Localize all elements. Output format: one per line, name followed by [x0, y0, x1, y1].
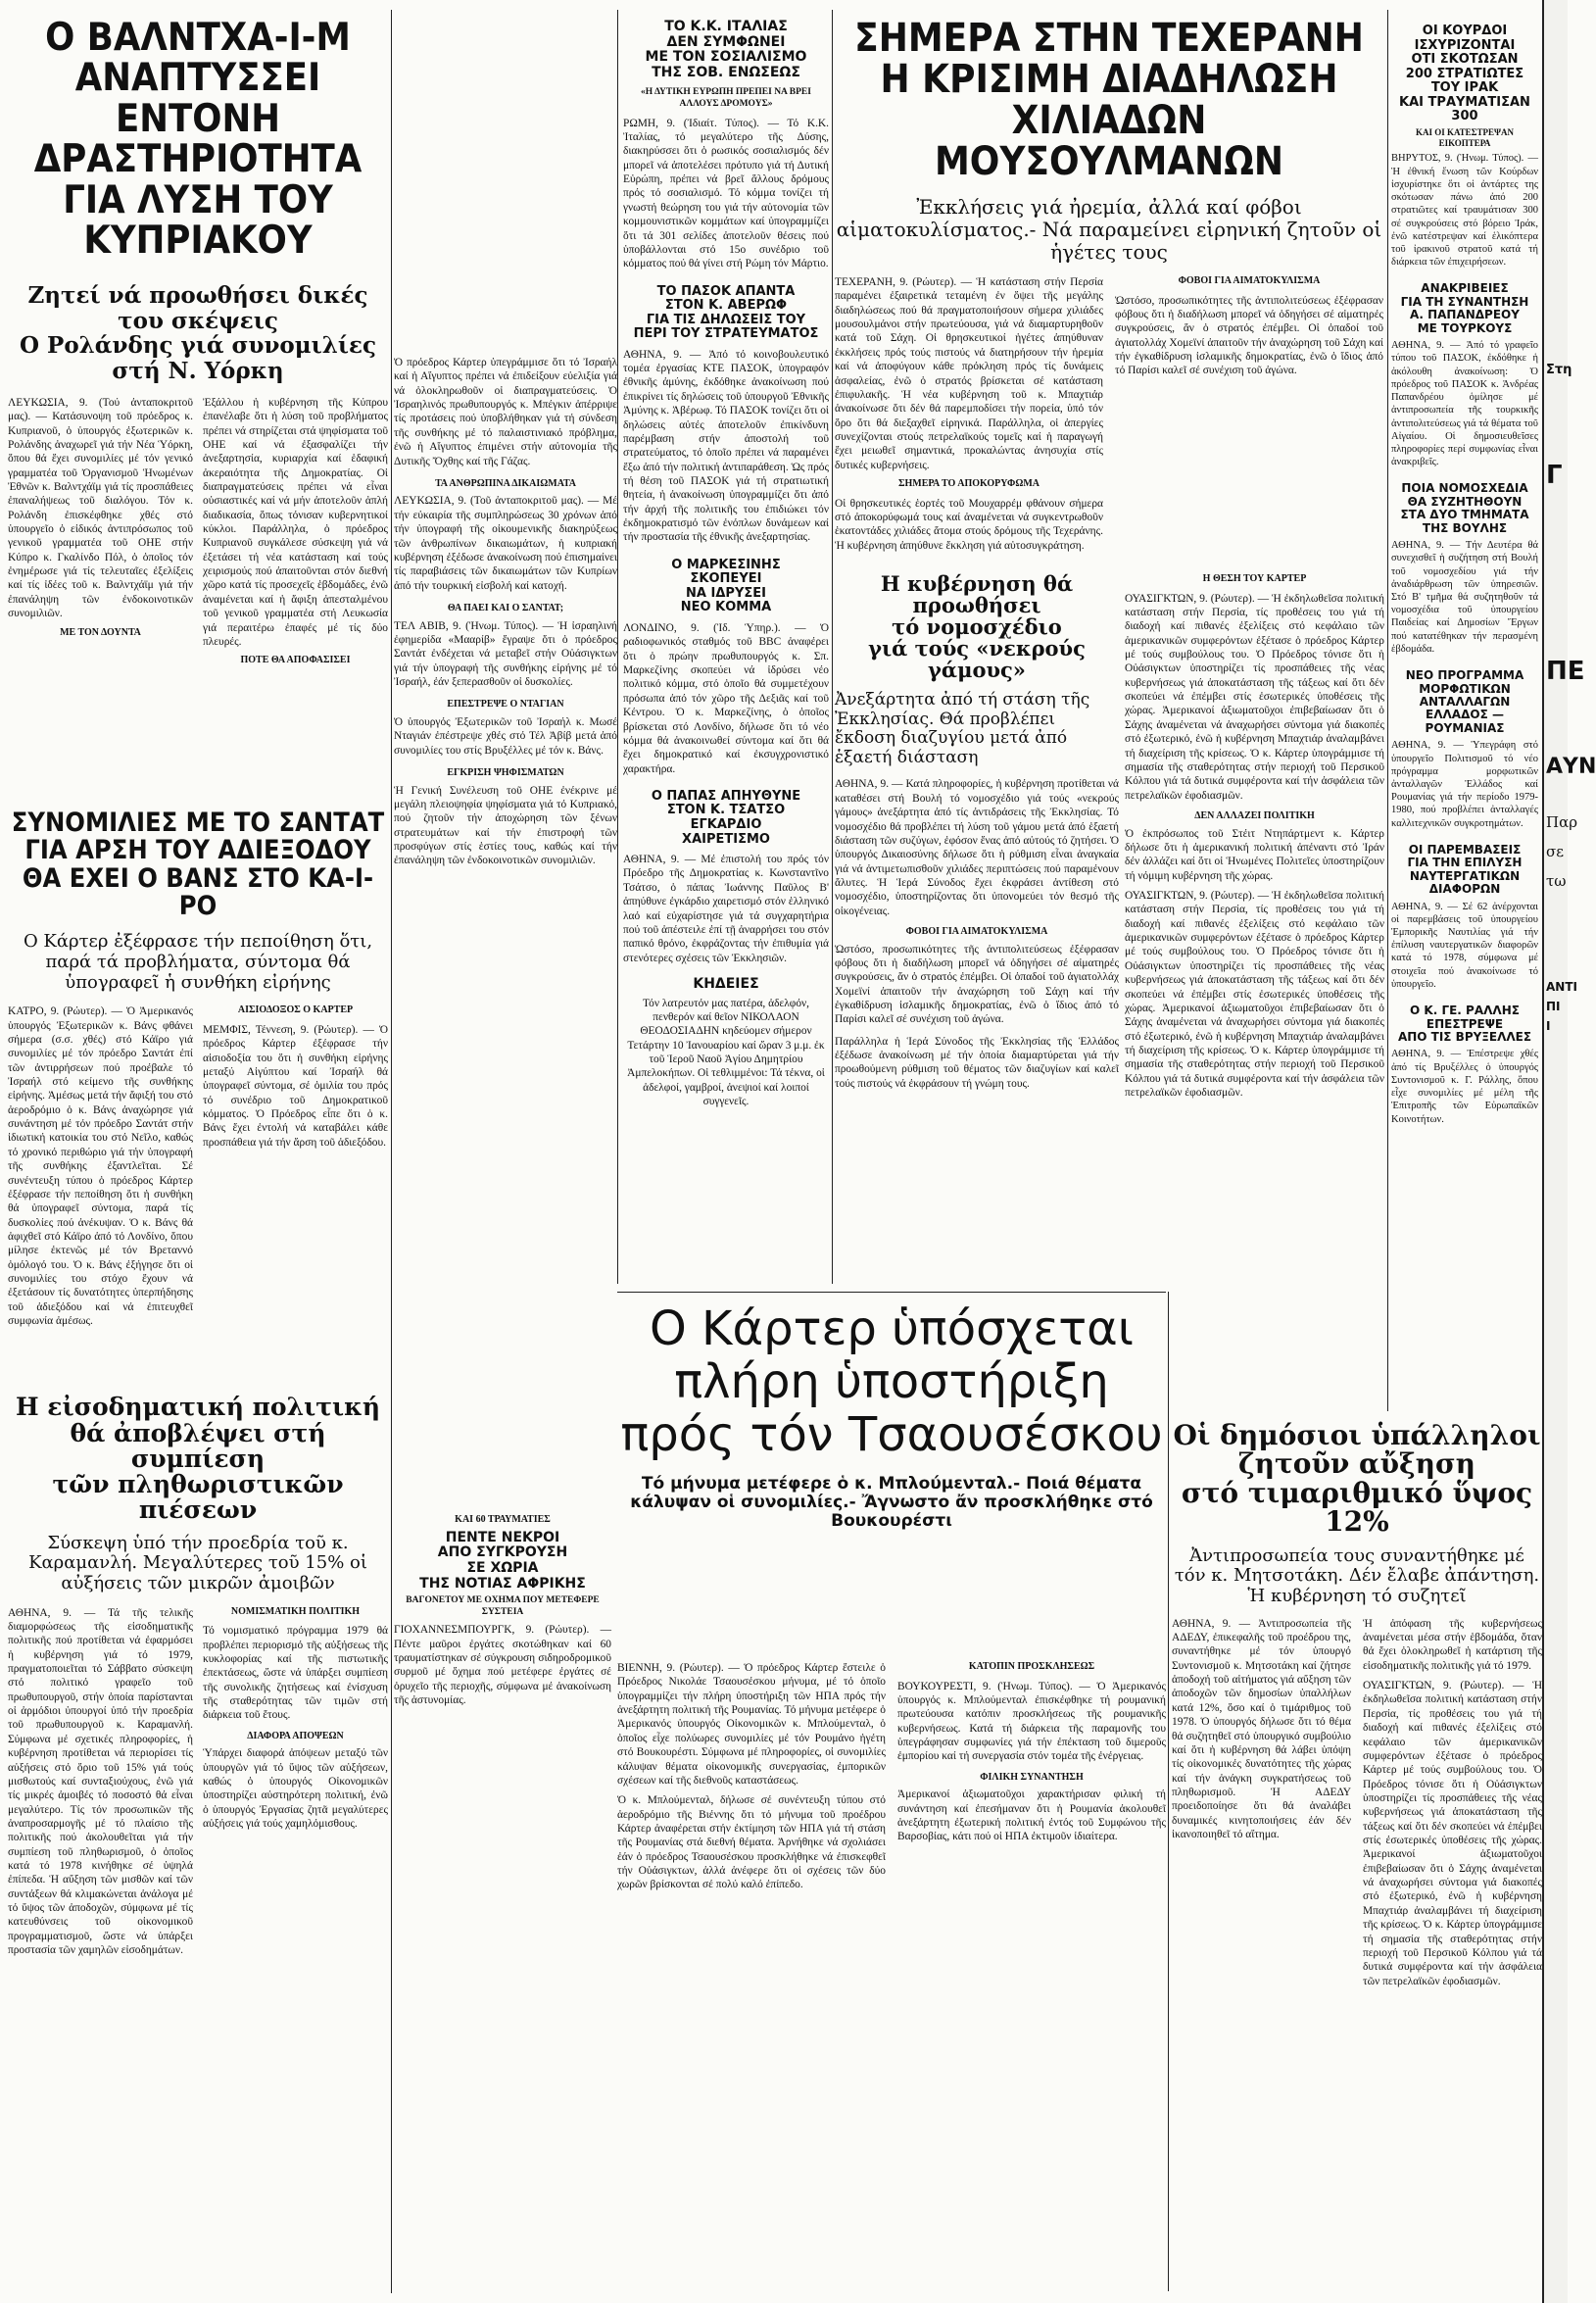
body-text: ΒΗΡΥΤΟΣ, 9. (Ἡνωμ. Τύπος). — Ἡ ἐθνική ἕνωση τῶν Κούρδων ἰσχυρίστηκε ὅτι οἱ ἀντάρτες της σκότωσαν πάνω ἀπό 200 στρατιῶτες καί τραυμάτισαν 300 σέ συγκρούσεις στό βόρειο Ἰράκ, ἐνῶ κατέστρεψαν καί ἑλικόπτερα τοῦ ἰρακινοῦ στρατοῦ κατά τή διάρκεια τῶν ἐπιχειρήσεων. [1391, 153, 1538, 269]
column-rule [1387, 10, 1388, 1411]
edge-fragment: Στη [1546, 363, 1572, 377]
body-text: Ὑπάρχει διαφορά ἀπόψεων μεταξύ τῶν ὑπουργῶν γιά τό ὕψος τῶν αὐξήσεων, καθώς ὁ ὑπουργός Οἰκονομικῶν ὑποστηρίζει αὐστηρότερη πολιτική, ἐνῶ ὁ ὑπουργός Ἐργασίας ζητᾶ μεγαλύτερες αὐξήσεις γιά τούς χαμηλόμισθους. [203, 1747, 388, 1831]
edge-fragment: τω [1546, 872, 1567, 890]
body-text: Ὁ πρόεδρος Κάρτερ ὑπεγράμμισε ὅτι τό Ἰσραήλ καί ἡ Αἴγυπτος πρέπει νά ἐπιδείξουν εὐελιξία γιά νά ὁλοκληρωθοῦν οἱ διαπραγματεύσεις. Ὁ Ἰσραηλινός πρωθυπουργός κ. Μπέγκιν ἀπέρριψε τίς προτάσεις πού ὑποβλήθηκαν γιά τή σύνδεση τῆς συνθήκης μέ τό παλαιστινιακό πρόβλημα, ἐνῶ ἡ Αἴγυπτος ἐπιμένει στήν αὐτονομία τῆς Δυτικῆς Ὄχθης καί τῆς Γάζας. [394, 357, 617, 467]
subhead: Η ΘΕΣΗ ΤΟΥ ΚΑΡΤΕΡ [1202, 573, 1307, 584]
body-text: ΓΙΟΧΑΝΝΕΣΜΠΟΥΡΓΚ, 9. (Ρώυτερ). — Πέντε μαῦροι ἐργάτες σκοτώθηκαν καί 60 τραυματίστηκαν σέ σύγκρουση σιδηροδρομικοῦ συρμοῦ μέ ὄχημα πού μετέφερε ἐργάτες σέ ὀρυχεῖο τῆς περιοχῆς, σύμφωνα μέ ἀνακοίνωση τῆς ἀστυνομίας. [394, 1624, 611, 1707]
kicker: «Η ΔΥΤΙΚΗ ΕΥΡΩΠΗ ΠΡΕΠΕΙ ΝΑ ΒΡΕΙ ΑΛΛΟΥΣ ΔΡΟΜΟΥΣ» [641, 86, 811, 109]
body-text: ΑΘΗΝΑ, 9. — Κατά πληροφορίες, ἡ κυβέρνηση προτίθεται νά καταθέσει στή Βουλή τό νομοσχέδιο γιά τούς «νεκρούς γάμους» ἀνεξάρτητα ἀπό τίς ἀντιδράσεις τῆς Ἐκκλησίας. Τό νομοσχέδιο θά προβλέπει τή λύση τοῦ γάμου μετά ἀπό ἑξαετή διάσταση τῶν συζύγων, ἐφόσον ἕνας ἀπό αὐτούς τό ζητήσει. Ὁ ὑπουργός Δικαιοσύνης δήλωσε ὅτι ἡ ρύθμιση εἶναι ἀναγκαία γιά νά ἀντιμετωπισθοῦν χιλιάδες περιπτώσεις πού παραμένουν ἄλυτες. Ἡ Ἱερά Σύνοδος ἔχει ἐκφράσει ἀντίθεση στό νομοσχέδιο, ὑποστηρίζοντας ὅτι ὑπονομεύει τόν θεσμό τῆς οἰκογένειας. [835, 778, 1119, 917]
subhead: ΘΑ ΠΑΕΙ ΚΑΙ Ο ΣΑΝΤΑΤ; [447, 602, 564, 613]
subhead: ΑΙΣΙΟΔΟΞΟΣ Ο ΚΑΡΤΕΡ [237, 1004, 354, 1016]
body-text: ΜΕΜΦΙΣ, Τέννεση, 9. (Ρώυτερ). — Ὁ πρόεδρος Κάρτερ ἐξέφρασε τήν αἰσιοδοξία του ὅτι ἡ συνθήκη εἰρήνης μεταξύ Αἰγύπτου καί Ἰσραήλ θά ὑπογραφεῖ σύντομα, σέ ὁμιλία του πρός τό συνέδριο τοῦ Δημοκρατικοῦ κόμματος. Ὁ Πρόεδρος εἶπε ὅτι ὁ κ. Βάνς ἔχει ἐντολή νά καταβάλει κάθε προσπάθεια γιά τήν ἄρση τοῦ ἀδιεξόδου. [203, 1023, 388, 1149]
kicker: ΚΑΙ 60 ΤΡΑΥΜΑΤΙΕΣ [455, 1514, 551, 1525]
body-text: ΑΘΗΝΑ, 9. — Σέ 62 ἀνέρχονται οἱ παρεμβάσεις τοῦ ὑπουργείου Ἐμπορικῆς Ναυτιλίας γιά τήν ἐπίλυση ναυτεργατικῶν διαφορῶν κατά τό 1978, σύμφωνα μέ στοιχεῖα πού ἀνακοίνωσε τό ὑπουργεῖο. [1391, 901, 1538, 990]
body-text: ΒΟΥΚΟΥΡΕΣΤΙ, 9. (Ἡνωμ. Τύπος). — Ὁ Ἀμερικανός ὑπουργός κ. Μπλούμενταλ ἐπισκέφθηκε τή ρουμανική πρωτεύουσα κατόπιν προσκλήσεως τῆς ρουμανικῆς κυβερνήσεως. Κατά τή διάρκεια τῆς παραμονῆς του ὑπεγράφησαν συμφωνίες γιά τήν ἐπέκταση τοῦ διμεροῦς ἐμπορίου καί τή συνεργασία στόν τομέα τῆς ἐνέργειας. [897, 1680, 1166, 1763]
body-text: Ἀμερικανοί ἀξιωματοῦχοι χαρακτήρισαν φιλική τή συνάντηση καί ἐπεσήμαναν ὅτι ἡ Ρουμανία ἀκολουθεῖ ἀνεξάρτητη ἐξωτερική πολιτική ἐντός τοῦ Συμφώνου τῆς Βαρσοβίας, κάτι πού οἱ ΗΠΑ ἐκτιμοῦν ἰδιαίτερα. [897, 1788, 1166, 1843]
headline-maritime-disputes: ΟΙ ΠΑΡΕΜΒΑΣΕΙΣ ΓΙΑ ΤΗΝ ΕΠΙΛΥΣΗ ΝΑΥΤΕΡΓΑΤΙΚΩΝ ΔΙΑΦΟΡΩΝ [1407, 842, 1523, 897]
edge-fragment: σε [1546, 843, 1565, 860]
subhead: ΕΠΕΣΤΡΕΨΕ Ο ΝΤΑΓΙΑΝ [447, 699, 564, 710]
body-text: ΑΘΗΝΑ, 9. — Ἀπό τό κοινοβουλευτικό τομέα ἐργασίας ΚΤΕ ΠΑΣΟΚ, ὑπογραφόν ἐθνικῆς ἀμύνης, ἐκδόθηκε ἀνακοίνωση πού ἐπικρίνει τίς δηλώσεις τοῦ ὑπουργοῦ Ἐθνικῆς Ἀμύνης κ. Ἀβέρωφ. Τό ΠΑΣΟΚ τονίζει ὅτι οἱ δηλώσεις αὐτές ἀποτελοῦν ἐπικίνδυνη παρέμβαση στήν ἀποστολή τοῦ στρατεύματος, τό ὁποῖο πρέπει νά παραμένει ἔξω ἀπό τήν πολιτική ἀντιπαράθεση. Ὡς πρός τή θέση τοῦ ΠΑΣΟΚ γιά τή στρατιωτική θητεία, ἡ ἀνακοίνωση ὑπογραμμίζει ὅτι ἀπό τήν ἀρχή τῆς πολιτικῆς του ἐπιδιώκει τόν ἐκδημοκρατισμό τῶν ἐνόπλων δυνάμεων καί τήν προστασία τῆς ἐθνικῆς ἀνεξαρτησίας. [623, 348, 829, 544]
headline-south-africa: ΠΕΝΤΕ ΝΕΚΡΟΙ ΑΠΟ ΣΥΓΚΡΟΥΣΗ ΣΕ ΧΩΡΙΑ ΤΗΣ ΝΟΤΙΑΣ ΑΦΡΙΚΗΣ [419, 1529, 586, 1592]
edge-fragment: Παρ [1546, 813, 1578, 831]
column-2-left [394, 18, 617, 1282]
column-rule [1542, 0, 1544, 2303]
edge-fragment: Γ [1546, 461, 1563, 490]
subhead: ΚΑΤΟΠΙΝ ΠΡΟΣΚΛΗΣΕΩΣ [968, 1661, 1095, 1672]
body-text: ΛΕΥΚΩΣΙΑ, 9. (Τού ἀνταποκριτοῦ μας). — Κατάσυνοψη τοῦ πρόεδρος κ. Κυπριανοῦ, ὁ ὑπουργός ἐξωτερικῶν κ. Ρολάνδης ἀναχωρεῖ γιά τήν Νέα Ὑόρκη, ὅπου θά ἔχει συνομιλίες μέ τόν γενικό γραμματέα τοῦ Ὀργανισμοῦ Ἡνωμένων Ἐθνῶν κ. Βαλντχάϊμ γιά τίς προσπάθειες ἐπαναλήψεως τοῦ διαλόγου. Τόν κ. Ρολάνδη ἐπισκέφθηκε χθές στό ὑπουργεῖο ὁ εἰδικός ἀντιπρόσωπος τοῦ γενικοῦ γραμματέα τοῦ ΟΗΕ στήν Κύπρο κ. Γκαλίνδο Πόλ, ὁ ὁποῖος τόν ἐνημέρωσε γιά τίς τελευταῖες ἐξελίξεις καί τίς ἰδέες τοῦ κ. Βαλντχάϊμ γιά τήν ἐπανάληψη τῶν ἐνδοκοινοτικῶν συνομιλιῶν. [8, 396, 193, 620]
edge-fragment: ΑΝΤΙ [1546, 980, 1577, 994]
headline-kke-italy: ΤΟ Κ.Κ. ΙΤΑΛΙΑΣ ΔΕΝ ΣΥΜΦΩΝΕΙ ΜΕ ΤΟΝ ΣΟΣΙΑΛΙΣΜΟ ΤΗΣ ΣΟΒ. ΕΝΩΣΕΩΣ [645, 19, 807, 81]
subheadline-civil-servants: Ἀντιπροσωπεία τους συναντήθηκε μέ τόν κ. Μητσοτάκη. Δέν ἔλαβε ἀπάντηση. Ἡ κυβέρνηση τό συζητεῖ [1174, 1544, 1540, 1606]
body-text: Τό νομισματικό πρόγραμμα 1979 θά προβλέπει περιορισμό τῆς αὐξήσεως τῆς κυκλοφορίας καί τῆς πιστωτικῆς ἐπεκτάσεως, ὥστε νά ὑπάρξει συμπίεση τῆς συνολικῆς ζητήσεως καί ἐνίσχυση τῆς σταθερότητας τῶν τιμῶν στή διάρκεια τοῦ ἔτους. [203, 1625, 388, 1722]
subhead: ΠΟΤΕ ΘΑ ΑΠΟΦΑΣΙΣΕΙ [240, 655, 351, 666]
subhead: ΣΗΜΕΡΑ ΤΟ ΑΠΟΚΟΡΥΦΩΜΑ [897, 478, 1040, 490]
article-incomes-body [8, 1606, 388, 2292]
article-south-africa [394, 1514, 611, 2288]
body-text: ΟΥΑΣΙΓΚΤΩΝ, 9. (Ρώυτερ). — Ἡ ἐκδηλωθεῖσα πολιτική κατάσταση στήν Περσία, τίς προθέσεις του γιά τή διαδοχή καί πιθανές ἐξελίξεις στό κεφάλαιο τῶν ἀμερικανικῶν συμφερόντων ἐξέτασε ὁ πρόεδρος Κάρτερ μέ τούς συμβούλους του. Ὁ Πρόεδρος τόνισε ὅτι ἡ Οὐάσιγκτων ὑποστηρίζει τίς προσπάθειες τῆς νέας κυβερνήσεως γιά ἀποκατάσταση τῆς τάξεως καί ὅτι δέν σκοπεύει νά ἐπέμβει στίς ἐσωτερικές ὑποθέσεις τῆς χώρας. Ἀμερικανοί ἀξιωματοῦχοι ἐπιβεβαίωσαν ὅτι ὁ Σάχης ἀναμένεται νά ἀναχωρήσει σύντομα γιά διακοπές στό ἐξωτερικό, ἐνῶ ἡ κυβέρνηση Μπαχτιάρ ἀναλαμβάνει τή διαχείριση τῆς κρίσεως. Ὁ κ. Κάρτερ ὑπογράμμισε τή σημασία τῆς σταθερότητας στήν περιοχή τοῦ Περσικοῦ Κόλπου γιά τά δυτικά συμφέροντα καί τήν ἀσφάλεια τῶν πετρελαϊκῶν ἐφοδιασμῶν. [1363, 1680, 1542, 1987]
body-text: ΑΘΗΝΑ, 9. — Μέ ἐπιστολή του πρός τόν Πρόεδρο τῆς Δημοκρατίας κ. Κωνσταντῖνο Τσάτσο, ὁ πάπας Ἰωάννης Παῦλος Β' ἀπηύθυνε ἐγκάρδιο χαιρετισμό στόν ἑλληνικό λαό καί εὐχαρίστησε γιά τά συγχαρητήρια πού τοῦ ἀπέστειλε ἐπί τῇ ἀναρρήσει του στόν παπικό θρόνο, ἐκφράζοντας τήν ἐπιθυμία γιά στενότερες σχέσεις τῶν Ἐκκλησιῶν. [623, 854, 829, 964]
subhead: ΔΕΝ ΑΛΛΑΖΕΙ ΠΟΛΙΤΙΚΗ [1194, 809, 1315, 821]
subheadline-sadat-talks: Ο Κάρτερ ἐξέφρασε τήν πεποίθηση ὅτι, παρά τά προβλήματα, σύντομα θά ὑπογραφεῖ ἡ συνθήκη εἰρήνης [23, 931, 373, 993]
kicker: ΒΑΓΟΝΕΤΟΥ ΜΕ ΟΧΗΜΑ ΠΟΥ ΜΕΤΕΦΕΡΕ ΣΥΣΤΕΙΑ [406, 1595, 600, 1618]
article-carter-ceausescu [617, 1303, 1166, 1656]
body-text: Ἡ ἀπόφαση τῆς κυβερνήσεως ἀναμένεται μέσα στήν ἑβδομάδα, ὅταν θά ἔχει ὁλοκληρωθεῖ ἡ κατάρτιση τῆς εἰσοδηματικῆς πολιτικῆς γιά τό 1979. [1363, 1617, 1542, 1672]
edge-fragment: ΠΕ [1546, 657, 1585, 686]
body-text: Ἡ Γενική Συνέλευση τοῦ ΟΗΕ ἐνέκρινε μέ μεγάλη πλειοψηφία ψηφίσματα γιά τό Κυπριακό, πού ζητοῦν τήν ἀποχώρηση τῶν ξένων στρατευμάτων καί τήν ἐπιστροφή τῶν προσφύγων στίς ἑστίες τους, καθώς καί τήν ἐπανάληψη τῶν ἐνδοκοινοτικῶν συνομιλιῶν. [394, 784, 617, 867]
body-text: Ὁ ὑπουργός Ἐξωτερικῶν τοῦ Ἰσραήλ κ. Μωσέ Νταγιάν ἐπέστρεψε χθές στό Τέλ Ἀβίβ μετά ἀπό συνομιλίες του στίς Βρυξέλλες μέ τόν κ. Βάνς. [394, 715, 617, 757]
article-sadat-body [8, 1004, 388, 1377]
headline-incomes-policy: Η εἰσοδηματική πολιτική θά ἀποβλέψει στή συμπίεση τῶν πληθωριστικῶν πιέσεων [15, 1393, 381, 1525]
edge-fragment: Ι [1546, 1019, 1551, 1033]
body-text: ΑΘΗΝΑ, 9. — Ὑπεγράφη στό ὑπουργεῖο Πολιτισμοῦ τό νέο πρόγραμμα μορφωτικῶν ἀνταλλαγῶν Ἑλλάδος καί Ρουμανίας γιά τήν περίοδο 1979-1980, πού προβλέπει ἀνταλλαγές καλλιτεχνικῶν συγκροτημάτων. [1391, 740, 1538, 829]
subhead: ΦΟΒΟΙ ΓΙΑ ΑΙΜΑΤΟΚΥΛΙΣΜΑ [1178, 275, 1321, 286]
body-text: Ὡστόσο, προσωπικότητες τῆς ἀντιπολιτεύσεως ἐξέφρασαν φόβους ὅτι ἡ διαδήλωση μπορεῖ νά ὁδηγήσει σέ αἱματηρές συγκρούσεις, ἄν ὁ στρατός ἐπέμβει. Οἱ ὀπαδοί τοῦ ἀγιατολλάχ Χομεϊνί ἀπαιτοῦν τήν ἀναχώρηση τοῦ Σάχη καί τήν ἐγκαθίδρυση ἰσλαμικῆς δημοκρατίας, ἐνῶ ὁ ἴδιος ἀπό τό Παρίσι καλεῖ σέ συνέχιση τοῦ ἀγώνα. [835, 943, 1119, 1026]
edge-fragment: ΠΙ [1546, 1000, 1561, 1013]
body-text: Ἐξάλλου ἡ κυβέρνηση τῆς Κύπρου ἐπανέλαβε ὅτι ἡ λύση τοῦ προβλήματος πρέπει νά στηρίζεται στά ψηφίσματα τοῦ ΟΗΕ καί νά ἐξασφαλίζει τήν ἀνεξαρτησία, κυριαρχία καί ἑδαφική ἀκεραιότητα τῆς Δημοκρατίας. Οἱ διαπραγματεύσεις πρέπει νά εἶναι οὐσιαστικές καί νά μήν ἀποτελοῦν ἁπλή διαδικασία, ὅπως τόνισαν κυβερνητικοί κύκλοι. Παράλληλα, ὁ πρόεδρος Κυπριανοῦ συγκάλεσε σύσκεψη γιά νά ἐξετάσει τή νέα κατάσταση καί τούς χειρισμούς πού ἀπαιτοῦνται στόν διεθνή χῶρο κατά τίς προσεχεῖς ἑβδομάδες, ἐνῶ ἀναμένεται καί ἡ ἄφιξη ἀπεσταλμένου τοῦ γενικοῦ γραμματέα στή Λευκωσία γιά περαιτέρω ἐπαφές μέ τίς δύο πλευρές. [203, 396, 388, 648]
body-text: ΟΥΑΣΙΓΚΤΩΝ, 9. (Ρώυτερ). — Ἡ ἐκδηλωθεῖσα πολιτική κατάσταση στήν Περσία, τίς προθέσεις του γιά τή διαδοχή καί πιθανές ἐξελίξεις στό κεφάλαιο τῶν ἀμερικανικῶν συμφερόντων ἐξέτασε ὁ πρόεδρος Κάρτερ μέ τούς συμβούλους του. Ὁ Πρόεδρος τόνισε ὅτι ἡ Οὐάσιγκτων ὑποστηρίζει τίς προσπάθειες τῆς νέας κυβερνήσεως γιά ἀποκατάσταση τῆς τάξεως καί ὅτι δέν σκοπεύει νά ἐπέμβει στίς ἐσωτερικές ὑποθέσεις τῆς χώρας. Ἀμερικανοί ἀξιωματοῦχοι ἐπιβεβαίωσαν ὅτι ὁ Σάχης ἀναμένεται νά ἀναχωρήσει σύντομα γιά διακοπές στό ἐξωτερικό, ἐνῶ ἡ κυβέρνηση Μπαχτιάρ ἀναλαμβάνει τή διαχείριση τῆς κρίσεως. Ὁ κ. Κάρτερ ὑπογράμμισε τή σημασία τῆς σταθερότητας στήν περιοχή τοῦ Περσικοῦ Κόλπου γιά τά δυτικά συμφέροντα καί τήν ἀσφάλεια τῶν πετρελαϊκῶν ἐφοδιασμῶν. [1125, 890, 1384, 1100]
column-rule [617, 10, 618, 1284]
body-text: ΡΩΜΗ, 9. (Ἰδιαίτ. Τύπος). — Τό Κ.Κ. Ἰταλίας, τό μεγαλύτερο τῆς Δύσης, διακηρύσσει ὅτι ὁ ρωσικός σοσιαλισμός δέν μπορεῖ νά ἀποτελέσει πρότυπο γιά τή Δυτική Εὐρώπη, πρέπει νά βρεῖ ἄλλους δρόμους πρός τό σοσιαλισμό. Τό κόμμα τονίζει τή γνωστή θεώρηση του γιά τήν αὐτονομία τῶν κομμουνιστικῶν κομμάτων καί ὑπογραμμίζει ὅτι τά 301 σελίδες ἀποτελοῦν θέσεις πού ὑποβάλλονται στό 15ο συνέδριο τοῦ κόμματος πού θά γίνει στή Ρώμη τόν Μάρτιο. [623, 117, 829, 270]
body-text: ΑΘΗΝΑ, 9. — Ἐπέστρεψε χθές ἀπό τίς Βρυξέλλες ὁ ὑπουργός Συντονισμοῦ κ. Γ. Ράλλης, ὅπου εἶχε συνομιλίες μέ μέλη τῆς Ἐπιτροπῆς τῶν Εὐρωπαϊκῶν Κοινοτήτων. [1391, 1049, 1538, 1125]
funeral-notice-title: ΚΗΔΕΙΕΣ [693, 976, 759, 992]
body-text: ΛΟΝΔΙΝΟ, 9. (Ἰδ. Ὑπηρ.). — Ὁ ραδιοφωνικός σταθμός τοῦ BBC ἀναφέρει ὅτι ὁ πρώην πρωθυπουργός κ. Σπ. Μαρκεζίνης σκοπεύει νά ἱδρύσει νέο πολιτικό κόμμα, στό ὁποῖο θά συμμετέχουν πρόσωπα ἀπό τόν χῶρο τῆς Δεξιᾶς καί τοῦ Κέντρου. Ὁ κ. Μαρκεζίνης, ὁ ὁποῖος βρίσκεται στό Λονδίνο, δήλωσε ὅτι τό νέο κόμμα θά ἀνακοινωθεί σύντομα καί ὅτι θά ἔχει δημοκρατικό καί ἐκσυγχρονιστικό χαρακτήρα. [623, 621, 829, 775]
subheadline-tehran: Ἐκκλήσεις γιά ἠρεμία, ἀλλά καί φόβοι αἱματοκυλίσματος.- Νά παραμείνει εἰρηνική ζητοῦν οἱ ἡγέτες τους [836, 195, 1382, 264]
article-civil-servants [1172, 1421, 1542, 2293]
article-tehran [835, 18, 1383, 566]
section-rule [617, 1292, 1166, 1293]
subhead: ΝΟΜΙΣΜΑΤΙΚΗ ΠΟΛΙΤΙΚΗ [230, 1605, 361, 1617]
column-rule [832, 10, 833, 1284]
body-text: ΑΘΗΝΑ, 9. — Ἀπό τό γραφεῖο τύπου τοῦ ΠΑΣΟΚ, ἐκδόθηκε ἡ ἀκόλουθη ἀνακοίνωση: Ὁ πρόεδρος τοῦ ΠΑΣΟΚ κ. Ἀνδρέας Παπανδρέου ὁμίλησε μέ ἀντιπροσωπεία τῆς τουρκικῆς ἀντιπολιτεύσεως γιά τά θέματα τοῦ Αἰγαίου. Οἱ δημοσιευθεῖσες πληροφορίες περί συμφωνίας εἶναι ἀνακριβεῖς. [1391, 340, 1538, 468]
subhead: ΤΑ ΑΝΘΡΩΠΙΝΑ ΔΙΚΑΙΩΜΑΤΑ [435, 477, 576, 489]
body-text: ΚΑΤΡΟ, 9. (Ρώυτερ). — Ὁ Ἀμερικανός ὑπουργός Ἐξωτερικῶν κ. Βάνς φθάνει σήμερα (σ.σ. χθές) στό Κάϊρο γιά συνομιλίες μέ τόν πρόεδρο Σαντάτ ἐπί τῶν ἀντιρρήσεων πού προέβαλε τό Ἰσραήλ στό κείμενο τῆς συνθήκης εἰρήνης. Ἀμέσως μετά τήν ἄφιξή του στό ἀεροδρόμιο ὁ κ. Βάνς ἀναχώρησε γιά συνάντηση μέ τόν πρόεδρο Σαντάτ στήν ἰδιωτική κατοικία του στό Νεῖλο, καθώς τό χρονικό περιθώριο γιά τήν ὑπογραφή τῆς συνθήκης ἐξαντλεῖται. Σέ συνέντευξη τύπου ὁ πρόεδρος Κάρτερ ἐξέφρασε τήν πεποίθηση ὅτι ἡ συνθήκη θά ὑπογραφεῖ σύντομα, παρά τίς δυσκολίες πού ἀνέκυψαν. Ὁ κ. Βάνς θά ἀφιχθεῖ στό Κάϊρο ἀπό τό Λονδίνο, ὅπου μίλησε ἐκτενῶς μέ τόν Βρεταννό ὁμόλογό του. Ὁ κ. Βάνς ἐξήγησε ὅτι οἱ συνομιλίες του στόχο ἔχουν νά ἐξετάσουν τίς δυνατότητες ὑπερπήδησης τοῦ ἀδιεξόδου καί νά ἐπιτευχθεῖ συμφωνία ἀμέσως. [8, 1005, 193, 1328]
headline-tehran: ΣΗΜΕΡΑ ΣΤΗΝ ΤΕΧΕΡΑΝΗ Η ΚΡΙΣΙΜΗ ΔΙΑΔΗΛΩΣΗ ΧΙΛΙΑΔΩΝ ΜΟΥΣΟΥΛΜΑΝΩΝ [854, 16, 1364, 184]
subhead: ΦΟΒΟΙ ΓΙΑ ΑΙΜΑΤΟΚΥΛΙΣΜΑ [905, 926, 1048, 938]
headline-romania-exchange: ΝΕΟ ΠΡΟΓΡΑΜΜΑ ΜΟΡΦΩΤΙΚΩΝ ΑΝΤΑΛΛΑΓΩΝ ΕΛΛΑΔΟΣ — ΡΟΥΜΑΝΙΑΣ [1405, 668, 1524, 735]
article-carter-position [1125, 573, 1384, 1279]
article-marriage-bill [835, 573, 1119, 1259]
headline-marriage-bill: Η κυβέρνηση θά προωθήσει τό νομοσχέδιο γιά τούς «νεκρούς γάμους» [868, 571, 1086, 683]
headline-parliament-bills: ΠΟΙΑ ΝΟΜΟΣΧΕΔΙΑ ΘΑ ΣΥΖΗΤΗΘΟΥΝ ΣΤΑ ΔΥΟ ΤΜΗΜΑΤΑ ΤΗΣ ΒΟΥΛΗΣ [1400, 481, 1529, 535]
headline-carter-ceausescu: Ο Κάρτερ ὑπόσχεται πλήρη ὑποστήριξη πρός τόν Τσαουσέσκου [620, 1301, 1163, 1462]
body-text: Παράλληλα ἡ Ἱερά Σύνοδος τῆς Ἐκκλησίας τῆς Ἑλλάδος ἐξέδωσε ἀνακοίνωση μέ τήν ὁποία διαμαρτύρεται γιά τήν προωθούμενη ρύθμιση τοῦ θέματος τῶν διαζυγίων καί καλεῖ τούς πιστούς νά ἐκφράσουν τή γνώμη τους. [835, 1035, 1119, 1090]
body-text: Ὁ κ. Μπλούμενταλ, δήλωσε σέ συνέντευξη τύπου στό ἀεροδρόμιο τῆς Βιέννης ὅτι τό μήνυμα τοῦ προέδρου Κάρτερ ἀναφέρεται στήν ἐκτίμηση τῶν ΗΠΑ γιά τή στάση τῆς Ρουμανίας στά διεθνή θέματα. Ἀρνήθηκε νά σχολιάσει ἐάν ὁ πρόεδρος Τσαουσέσκου προσκλήθηκε νά ἐπισκεφθεῖ τήν Οὐάσιγκτων, ἀλλά ἀνέφερε ὅτι οἱ σχέσεις τῶν δύο χωρῶν βρίσκονται σέ πολύ καλό ἐπίπεδο. [617, 1794, 886, 1891]
headline-kurds: ΟΙ ΚΟΥΡΔΟΙ ΙΣΧΥΡΙΖΟΝΤΑΙ ΟΤΙ ΣΚΟΤΩΣΑΝ 200 ΣΤΡΑΤΙΩΤΕΣ ΤΟΥ ΙΡΑΚ ΚΑΙ ΤΡΑΥΜΑΤΙΣΑΝ 300 [1399, 24, 1530, 124]
body-text: ΑΘΗΝΑ, 9. — Τά τῆς τελικῆς διαμορφώσεως τῆς εἰσοδηματικῆς πολιτικῆς πού προτίθεται νά ἐφαρμόσει ἡ κυβέρνηση γιά τό 1979, πραγματοποιεῖται τό Σάββατο σύσκεψη στό πολιτικό γραφεῖο τοῦ πρωθυπουργοῦ, στήν ὁποία παρίστανται οἱ ἁρμόδιοι ὑπουργοί ὑπό τήν προεδρία τοῦ πρωθυπουργοῦ κ. Καραμανλή. Σύμφωνα μέ σχετικές πληροφορίες, ἡ κυβέρνηση προτίθεται νά περιορίσει τίς αὐξήσεις στό ὅριο τοῦ 15% γιά τούς μισθωτούς καί συνταξιούχους, ἐνῶ γιά τίς μικρές ἀμοιβές τό ποσοστό θά εἶναι μεγαλύτερο. Τίς τόν προσωπικῶν τῆς ἀναπροσαρμογῆς μέ τό πλαίσιο τῆς πολιτικῆς πού ἀκολουθεῖται γιά τήν συμπίεση τοῦ πληθωρισμοῦ, ὁ ὁποῖος κατά τό 1978 κινήθηκε σέ ὑψηλά ἐπίπεδα. Ἡ αὔξηση τῶν μισθῶν καί τῶν συντάξεων θά κλιμακώνεται ἀνάλογα μέ τό ὕψος τῶν ἀποδοχῶν, σύμφωνα μέ τίς κατευθύνσεις τοῦ οἰκονομικοῦ προγραμματισμοῦ, ὥστε νά ὑπάρξει προστασία τῶν χαμηλῶν εἰσοδημάτων. [8, 1606, 193, 1957]
cropped-edge-column [1544, 0, 1596, 2303]
subhead: ΕΓΚΡΙΣΗ ΨΗΦΙΣΜΑΤΩΝ [447, 767, 564, 779]
subhead: ΜΕ ΤΟΝ ΔΟΥΝΤΑ [60, 626, 141, 638]
column-rule [391, 10, 392, 2293]
body-text: Ὁ ἐκπρόσωπος τοῦ Στέιτ Ντηπάρτμεντ κ. Κάρτερ δήλωσε ὅτι ἡ ἀμερικανική πολιτική ἀπέναντι στό Ἰράν δέν ἀλλάζει καί ὅτι οἱ Ἡνωμένες Πολιτεῖες ὑποστηρίζουν τή νόμιμη κυβέρνηση τῆς χώρας. [1125, 827, 1384, 882]
edge-fragment: ΑΥΝ [1546, 755, 1596, 779]
subheadline-carter-ceausescu: Τό μήνυμα μετέφερε ὁ κ. Μπλούμενταλ.- Ποιά θέματα κάλυψαν οἱ συνομιλίες.- Ἄγνωστο ἄν προσκλήθηκε στό Βουκουρέστι [630, 1474, 1153, 1532]
body-text: Ὡστόσο, προσωπικότητες τῆς ἀντιπολιτεύσεως ἐξέφρασαν φόβους ὅτι ἡ διαδήλωση μπορεῖ νά ὁδηγήσει σέ αἱματηρές συγκρούσεις, ἄν ὁ στρατός ἐπέμβει. Οἱ ὀπαδοί τοῦ ἀγιατολλάχ Χομεϊνί ἀπαιτοῦν τήν ἀναχώρηση τοῦ Σάχη καί τήν ἐγκαθίδρυση ἰσλαμικῆς δημοκρατίας, ἐνῶ ὁ ἴδιος ἀπό τό Παρίσι καλεῖ σέ συνέχιση τοῦ ἀγώνα. [1115, 294, 1383, 377]
body-text: Οἱ θρησκευτικές ἑορτές τοῦ Μουχαρρέμ φθάνουν σήμερα στό ἀποκορύφωμά τους καί ἀναμένεται νά συγκεντρωθοῦν ἑκατοντάδες χιλιάδες ἄτομα στούς δρόμους τῆς Τεχεράνης. Ἡ κυβέρνηση ἀπηύθυνε ἔκκληση γιά αὐτοσυγκράτηση. [835, 497, 1103, 552]
body-text: ΟΥΑΣΙΓΚΤΩΝ, 9. (Ρώυτερ). — Ἡ ἐκδηλωθεῖσα πολιτική κατάσταση στήν Περσία, τίς προθέσεις του γιά τή διαδοχή καί πιθανές ἐξελίξεις στό κεφάλαιο τῶν ἀμερικανικῶν συμφερόντων ἐξέτασε ὁ πρόεδρος Κάρτερ μέ τούς συμβούλους του. Ὁ Πρόεδρος τόνισε ὅτι ἡ Οὐάσιγκτων ὑποστηρίζει τίς προσπάθειες τῆς νέας κυβερνήσεως γιά ἀποκατάσταση τῆς τάξεως καί ὅτι δέν σκοπεύει νά ἐπέμβει στίς ἐσωτερικές ὑποθέσεις τῆς χώρας. Ἀμερικανοί ἀξιωματοῦχοι ἐπιβεβαίωσαν ὅτι ὁ Σάχης ἀναμένεται νά ἀναχωρήσει σύντομα γιά διακοπές στό ἐξωτερικό, ἐνῶ ἡ κυβέρνηση Μπαχτιάρ ἀναλαμβάνει τή διαχείριση τῆς κρίσεως. Ὁ κ. Κάρτερ ὑπογράμμισε τή σημασία τῆς σταθερότητας στήν περιοχή τοῦ Περσικοῦ Κόλπου γιά τά δυτικά συμφέροντα καί τήν ἀσφάλεια τῶν πετρελαϊκῶν ἐφοδιασμῶν. [1125, 592, 1384, 802]
body-text: ΒΙΕΝΝΗ, 9. (Ρώυτερ). — Ὁ πρόεδρος Κάρτερ ἔστειλε ὁ Πρόεδρος Νικολάε Τσαουσέσκου μήνυμα, μέ τό ὁποῖο ὑπογραμμίζει τήν πλήρη ὑποστήριξη τῶν ΗΠΑ πρός τήν ἀνεξάρτητη πολιτική τῆς Ρουμανίας. Τό μήνυμα μετέφερε ὁ Ἀμερικανός ὑπουργός Οἰκονομικῶν κ. Μπλούμενταλ, ὁ ὁποῖος εἶχε πολύωρες συνομιλίες μέ τόν Ρουμάνο ἡγέτη στό Βουκουρέστι. Σύμφωνα μέ πληροφορίες, οἱ συνομιλίες κάλυψαν θέματα οἰκονομικῆς συνεργασίας, ἐμπορικῶν σχέσεων καί τῆς διεθνοῦς καταστάσεως. [617, 1662, 886, 1787]
headline-pope: Ο ΠΑΠΑΣ ΑΠΗΥΘΥΝΕ ΣΤΟΝ Κ. ΤΣΑΤΣΟ ΕΓΚΑΡΔΙΟ ΧΑΙΡΕΤΙΣΜΟ [651, 788, 801, 847]
headline-civil-servants: Οἱ δημόσιοι ὑπάλληλοι ζητοῦν αὔξηση στό τιμαριθμικό ὕψος 12% [1173, 1419, 1541, 1539]
body-text: ΤΕΛ ΑΒΙΒ, 9. (Ἡνωμ. Τύπος). — Ἡ ἰσραηλινή ἐφημερίδα «Μααρίβ» ἔγραψε ὅτι ὁ πρόεδρος Σαντάτ ἐνδέχεται νά μεταβεῖ στήν Οὐάσιγκτων γιά τήν ὑπογραφή τῆς συνθήκης εἰρήνης μέ τό Ἰσραήλ, ἐάν ξεπερασθοῦν οἱ δυσκολίες. [394, 619, 617, 689]
subheadline-valdheim: Ζητεί νά προωθήσει δικές του σκέψεις Ο Ρολάνδης γιά συνομιλίες στή Ν. Υόρκη [20, 281, 376, 385]
headline-rallis: Ο Κ. ΓΕ. ΡΑΛΛΗΣ ΕΠΕΣΤΡΕΨΕ ΑΠΟ ΤΙΣ ΒΡΥΞΕΛΛΕΣ [1397, 1004, 1532, 1044]
headline-sadat-talks: ΣΥΝΟΜΙΛΙΕΣ ΜΕ ΤΟ ΣΑΝΤΑΤ ΓΙΑ ΑΡΣΗ ΤΟΥ ΑΔΙΕΞΟΔΟΥ ΘΑ ΕΧΕΙ Ο ΒΑΝΣ ΣΤΟ ΚΑ-Ι-ΡΟ [11, 807, 385, 921]
kicker: ΚΑΙ ΟΙ ΚΑΤΕΣΤΡΕΨΑΝ ΕΙΚΟΠΤΕΡΑ [1415, 126, 1515, 149]
body-text: ΛΕΥΚΩΣΙΑ, 9. (Τοῦ ἀνταποκριτοῦ μας). — Μέ τήν εὐκαιρία τῆς συμπληρώσεως 30 χρόνων ἀπό τήν ὑπογραφή τῆς οἰκουμενικῆς διακηρύξεως τῶν ἀνθρωπίνων δικαιωμάτων, ἡ κυπριακή κυβέρνηση ἐξέδωσε ἀνακοίνωση πού ἐπισημαίνει τίς παραβιάσεις τῶν δικαιωμάτων τῶν Κυπρίων ἀπό τήν τουρκική εἰσβολή καί κατοχή. [394, 495, 617, 592]
headline-valdheim: Ο ΒΑΛΝΤΧΑ-Ι-Μ ΑΝΑΠΤΥΣΣΕΙ ΕΝΤΟΝΗ ΔΡΑΣΤΗΡΙΟΤΗΤΑ ΓΙΑ ΛΥΣΗ ΤΟΥ ΚΥΠΡΙΑΚΟΥ [33, 15, 363, 264]
article-valdheim-body [8, 396, 388, 788]
body-text: ΑΘΗΝΑ, 9. — Ἀντιπροσωπεία τῆς ΑΔΕΔΥ, ἐπικεφαλῆς τοῦ προέδρου της, συναντήθηκε μέ τόν ὑπουργό Συντονισμοῦ κ. Μητσοτάκη καί ζήτησε ἀποδοχή τοῦ αἰτήματος γιά αὔξηση τῶν ἀποδοχῶν τῶν δημοσίων ὑπαλλήλων κατά 12%, ὅσο καί ὁ τιμάριθμος τοῦ 1978. Ὁ ὑπουργός δήλωσε ὅτι τό θέμα θά συζητηθεῖ στό ὑπουργικό συμβούλιο καί ὅτι ἡ κυβέρνηση θά λάβει ὑπόψη τίς οἰκονομικές δυνατότητες τῆς χώρας καί τήν ἀνάγκη συγκρατήσεως τοῦ πληθωρισμοῦ. Ἡ ΑΔΕΔΥ προειδοποίησε ὅτι θά ἀναλάβει δυναμικές κινητοποιήσεις ἐάν δέν ἱκανοποιηθεῖ τό αἴτημα. [1172, 1617, 1351, 1841]
headline-pasok-averof: ΤΟ ΠΑΣΟΚ ΑΠΑΝΤΑ ΣΤΟΝ Κ. ΑΒΕΡΩΦ ΓΙΑ ΤΙΣ ΔΗΛΩΣΕΙΣ ΤΟΥ ΠΕΡΙ ΤΟΥ ΣΤΡΑΤΕΥΜΑΤΟΣ [633, 283, 819, 342]
column-1 [8, 15, 388, 2301]
subhead: ΔΙΑΦΟΡΑ ΑΠΟΨΕΩΝ [247, 1730, 344, 1741]
body-text: ΤΕΧΕΡΑΝΗ, 9. (Ρώυτερ). — Ἡ κατάσταση στήν Περσία παραμένει ἐξαιρετικά τεταμένη ἐν ὄψει τῆς μεγάλης διαδηλώσεως πού θά πραγματοποιήσουν σήμερα χιλιάδες μουσουλμάνοι στήν πρωτεύουσα, γιά νά διαμαρτυρηθοῦν κατά τοῦ Σάχη. Οἱ θρησκευτικοί ἡγέτες ἀπηύθυναν ἐκκλήσεις πρός τούς πιστούς νά διατηρήσουν τήν ἠρεμία καί νά ἀποφύγουν κάθε πρόκληση πρός τίς δυνάμεις ἀσφαλείας, ἐνῶ ὁ στρατός βρίσκεται σέ κατάσταση ἐπιφυλακῆς. Ἡ νέα κυβέρνηση τοῦ κ. Μπαχτιάρ ἀνακοίνωσε ὅτι δέν θά παρεμποδίσει τήν πορεία, ὑπό τόν ὅρο ὅτι θά διεξαχθεῖ εἰρηνικά. Παράλληλα, οἱ ἀπεργίες συνεχίζονται στούς πετρελαϊκούς τομεῖς καί ἡ παραγωγή ἔχει μειωθεῖ σημαντικά, προκαλώντας ἀνησυχία στίς δυτικές κυβερνήσεις. [835, 276, 1103, 471]
column-rule [1168, 1292, 1169, 2291]
subhead: ΦΙΛΙΚΗ ΣΥΝΑΝΤΗΣΗ [980, 1771, 1084, 1783]
body-text: ΑΘΗΝΑ, 9. — Τήν Δευτέρα θά συνεχισθεῖ ἡ συζήτηση στή Βουλή τοῦ νομοσχεδίου γιά τήν ἀναδιάρθρωση τῶν ὑπηρεσιῶν. Στό Β' τμῆμα θά συζητηθοῦν τά νομοσχέδια τοῦ ὑπουργείου Παιδείας καί Δημοσίων Ἔργων πού κατατέθηκαν τήν περασμένη ἑβδομάδα. [1391, 540, 1538, 655]
column-2-briefs [623, 20, 829, 1323]
subheadline-marriage-bill: Ἀνεξάρτητα ἀπό τή στάση τῆς Ἐκκλησίας. Θά προβλέπει ἔκδοση διαζυγίου μετά ἀπό ἑξαετή διάσταση [835, 690, 1090, 767]
article-carter-ceausescu-body [617, 1661, 1166, 2288]
subheadline-incomes-policy: Σύσκεψη ὑπό τήν προεδρία τοῦ κ. Καραμανλή. Μεγαλύτερες τοῦ 15% οἱ αὐξήσεις τῶν μικρῶν ἀμοιβῶν [28, 1532, 367, 1593]
headline-papandreou: ΑΝΑΚΡΙΒΕΙΕΣ ΓΙΑ ΤΗ ΣΥΝΑΝΤΗΣΗ Α. ΠΑΠΑΝΔΡΕΟΥ ΜΕ ΤΟΥΡΚΟΥΣ [1400, 281, 1529, 335]
headline-markezinis: Ο ΜΑΡΚΕΣΙΝΗΣ ΣΚΟΠΕΥΕΙ ΝΑ ΙΔΡΥΣΕΙ ΝΕΟ ΚΟΜΜΑ [671, 557, 781, 615]
column-6 [1391, 24, 1538, 1416]
funeral-notice-text: Τόν λατρευτόν μας πατέρα, ἀδελφόν, πενθερόν καί θεῖον ΝΙΚΟΛΑΟΝ ΘΕΟΔΟΣΙΑΔΗΝ κηδεύομεν σήμερον Τετάρτην 10 Ἰανουαρίου καί ὥραν 3 μ.μ. ἐκ τοῦ Ἱεροῦ Ναοῦ Ἁγίου Δημητρίου Ἀμπελοκήπων. Οἱ τεθλιμμένοι: Τά τέκνα, οἱ ἀδελφοί, γαμβροί, ἀνεψιοί καί λοιποί συγγενεῖς. [627, 997, 825, 1108]
